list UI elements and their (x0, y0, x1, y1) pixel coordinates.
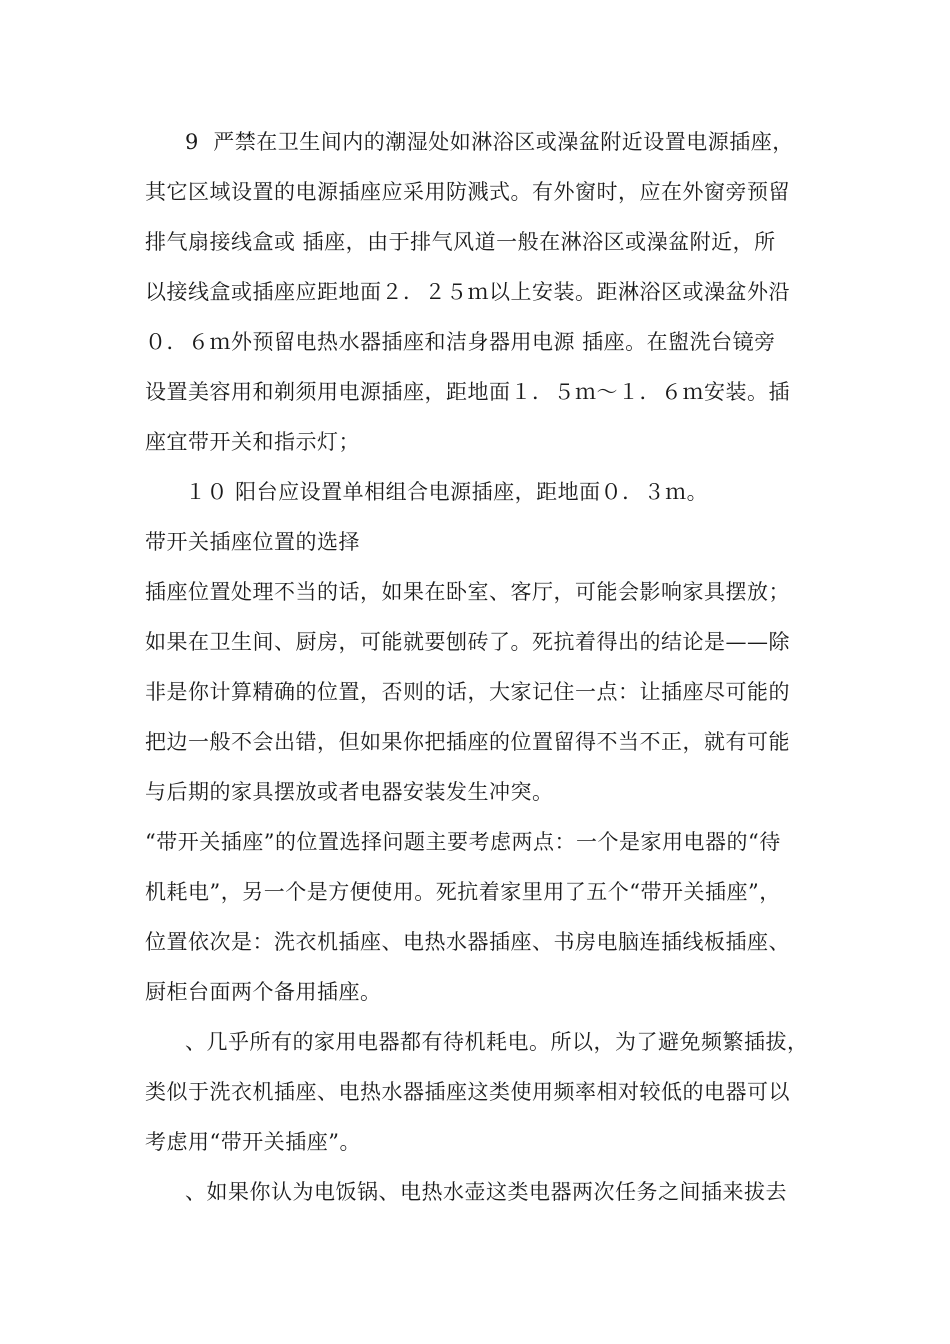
text-line: 考虑用“带开关插座”。 (145, 1130, 361, 1154)
text-line: 类似于洗衣机插座、电热水器插座这类使用频率相对较低的电器可以 (145, 1080, 790, 1104)
text-line: 机耗电”，另一个是方便使用。死抗着家里用了五个“带开关插座”， (145, 880, 781, 904)
text-line: 把边一般不会出错，但如果你把插座的位置留得不当不正，就有可能 (145, 730, 790, 754)
text-line: 、几乎所有的家用电器都有待机耗电。所以，为了避免频繁插拔， (185, 1030, 809, 1054)
text-line: 如果在卫生间、厨房，可能就要刨砖了。死抗着得出的结论是——除 (145, 630, 790, 654)
text-line: 、如果你认为电饭锅、电热水壶这类电器两次任务之间插来拔去 (185, 1180, 787, 1204)
text-line: ０．６ｍ外预留电热水器插座和洁身器用电源 插座。在盥洗台镜旁 (145, 330, 776, 354)
text-line: 座宜带开关和指示灯； (145, 430, 360, 454)
text-line: 排气扇接线盒或 插座，由于排气风道一般在淋浴区或澡盆附近，所 (145, 230, 776, 254)
text-line: 非是你计算精确的位置，否则的话，大家记住一点：让插座尽可能的 (145, 680, 790, 704)
text-line: “带开关插座”的位置选择问题主要考虑两点：一个是家用电器的“待 (145, 830, 781, 854)
text-line: 其它区域设置的电源插座应采用防溅式。有外窗时，应在外窗旁预留 (145, 180, 790, 204)
section-heading: 带开关插座位置的选择 (145, 530, 360, 554)
text-line: 以接线盒或插座应距地面２．２５ｍ以上安装。距淋浴区或澡盆外沿 (145, 280, 790, 304)
text-line: １０ 阳台应设置单相组合电源插座，距地面０．３ｍ。 (185, 480, 709, 504)
text-line: 9 严禁在卫生间内的潮湿处如淋浴区或澡盆附近设置电源插座， (185, 130, 794, 154)
text-line: 设置美容用和剃须用电源插座，距地面１．５ｍ～１．６ｍ安装。插 (145, 380, 790, 404)
text-line: 插座位置处理不当的话，如果在卧室、客厅，可能会影响家具摆放； (145, 580, 790, 604)
text-line: 位置依次是：洗衣机插座、电热水器插座、书房电脑连插线板插座、 (145, 930, 790, 954)
text-line: 与后期的家具摆放或者电器安装发生冲突。 (145, 780, 554, 804)
text-line: 厨柜台面两个备用插座。 (145, 980, 382, 1004)
